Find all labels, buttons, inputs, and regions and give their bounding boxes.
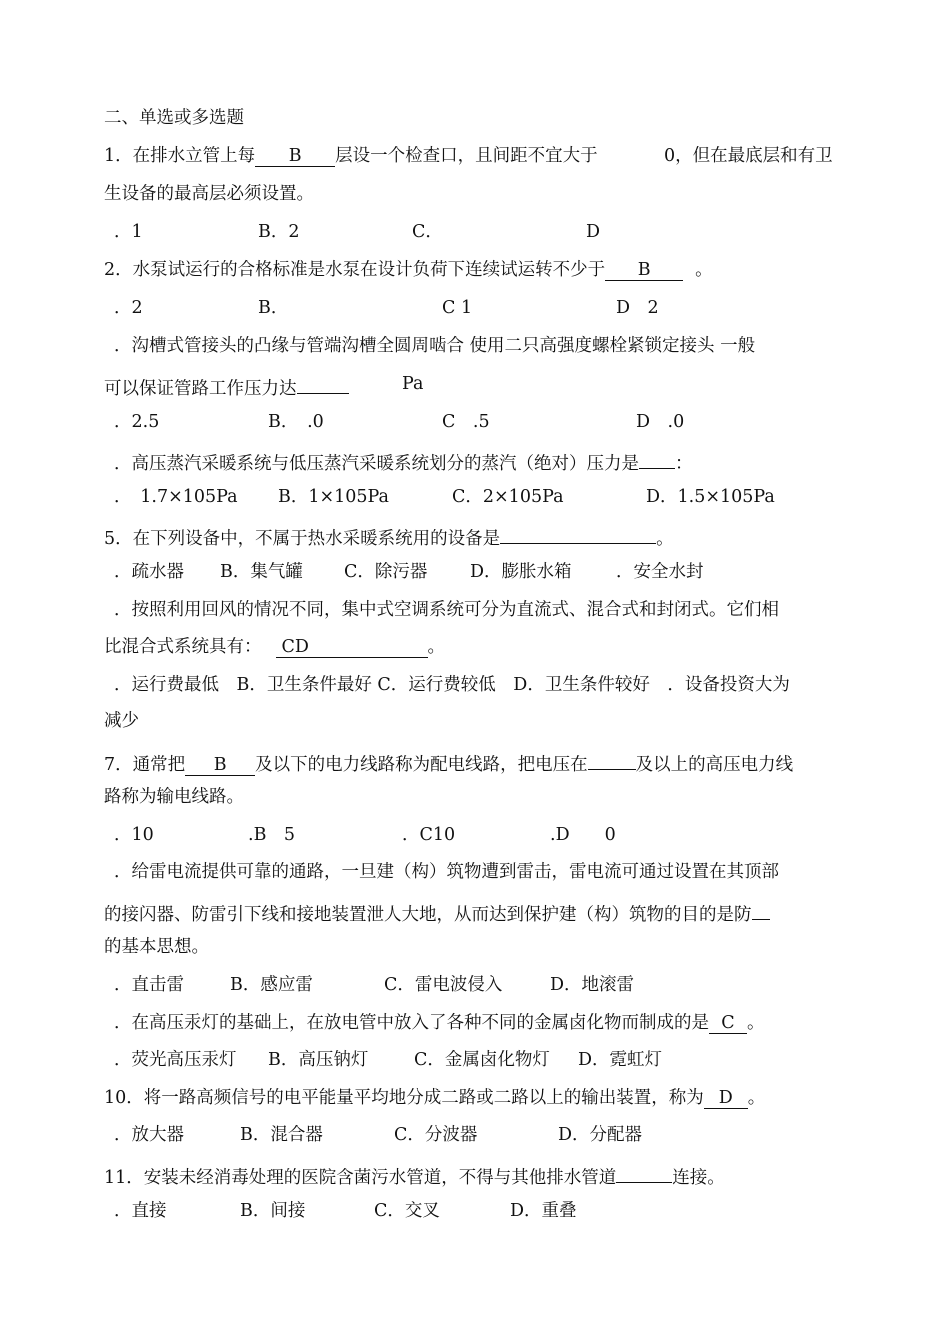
answer-blank — [752, 899, 770, 920]
answer-blank-2 — [588, 749, 636, 770]
option-d: .D 0 — [550, 825, 616, 845]
option-a: ． 1.7×105Pa — [114, 487, 238, 507]
option-c: C .5 — [442, 412, 490, 432]
option-c: C． — [412, 222, 443, 242]
answer-blank: C — [709, 1013, 747, 1034]
option-a: ．荧光高压汞灯 — [114, 1050, 237, 1070]
option-c: C．金属卤化物灯 — [414, 1050, 550, 1070]
option-e: ．安全水封 — [616, 562, 704, 582]
option-a: ．2.5 — [114, 412, 160, 432]
option-d: D．膨胀水箱 — [470, 562, 572, 582]
unit-text: Pa — [402, 374, 424, 394]
option-c: C．雷电波侵入 — [384, 975, 503, 995]
answer-blank: D — [704, 1088, 748, 1109]
option-a: ．疏水器 — [114, 562, 184, 582]
question-text: ．在高压汞灯的基础上，在放电管中放入了各种不同的金属卤化物而制成的是 C 。 — [114, 1013, 765, 1033]
section-title-text: 二、单选或多选题 — [104, 108, 244, 128]
question-text: 10．将一路高频信号的电平能量平均地分成二路或二路以上的输出装置，称为 D 。 — [104, 1088, 766, 1108]
options-text: 减少 — [104, 711, 139, 731]
option-d: D — [586, 222, 601, 242]
option-b: B． — [258, 298, 289, 318]
question-text: 的接闪器、防雷引下线和接地装置泄人大地，从而达到保护建（构）筑物的目的是防 — [104, 899, 770, 926]
option-a: ．直接 — [114, 1201, 167, 1221]
answer-blank: CD — [276, 637, 428, 658]
option-c: C．2×105Pa — [452, 487, 564, 507]
option-b: B．混合器 — [240, 1125, 323, 1145]
answer-blank — [297, 373, 349, 394]
question-text-tail: 0，但在最底层和有卫 — [664, 146, 833, 166]
question-text: 路称为输电线路。 — [104, 787, 244, 807]
option-b: B．间接 — [240, 1201, 306, 1221]
option-a: ．放大器 — [114, 1125, 184, 1145]
option-d: D．霓虹灯 — [578, 1050, 663, 1070]
question-text: 2．水泵试运行的合格标准是水泵在设计负荷下连续试运转不少于 B 。 — [104, 260, 713, 280]
option-b: B．感应雷 — [230, 975, 313, 995]
option-c: ．C10 — [402, 825, 456, 845]
option-b: B．集气罐 — [220, 562, 303, 582]
question-text: 5．在下列设备中，不属于热水采暖系统用的设备是 。 — [104, 523, 674, 550]
answer-blank — [639, 448, 675, 469]
question-text: 比混合式系统具有： CD 。 — [104, 637, 445, 657]
question-text: 1．在排水立管上每 B 层设一个检查口，且间距不宜大于 — [104, 146, 598, 166]
question-text: ．按照利用回风的情况不同，集中式空调系统可分为直流式、混合式和封闭式。它们相 — [114, 600, 779, 620]
option-c: C．除污器 — [344, 562, 428, 582]
option-d: D．分配器 — [558, 1125, 643, 1145]
option-c: C 1 — [442, 298, 473, 318]
question-text: 7．通常把 B 及以下的电力线路称为配电线路，把电压在 及以上的高压电力线 — [104, 749, 793, 776]
answer-blank: B — [605, 260, 683, 281]
answer-blank-1: B — [185, 755, 255, 776]
question-text: 可以保证管路工作压力达 — [104, 373, 349, 400]
option-b: B．高压钠灯 — [268, 1050, 369, 1070]
option-d: D．1.5×105Pa — [646, 487, 775, 507]
question-text: ．高压蒸汽采暖系统与低压蒸汽采暖系统划分的蒸汽（绝对）压力是 ： — [114, 448, 693, 475]
option-b: B．2 — [258, 222, 300, 242]
answer-blank: B — [255, 146, 335, 167]
option-c: C．分波器 — [394, 1125, 478, 1145]
question-text: ．给雷电流提供可靠的通路，一旦建（构）筑物遭到雷击，雷电流可通过设置在其顶部 — [114, 862, 779, 882]
option-b: .B 5 — [248, 825, 296, 845]
option-a: ．1 — [114, 222, 143, 242]
question-text: ．沟槽式管接头的凸缘与管端沟槽全圆周啮合 使用二只高强度螺栓紧锁定接头 一般 — [114, 336, 756, 356]
answer-blank — [500, 523, 656, 544]
question-text: 生设备的最高层必须设置。 — [104, 184, 314, 204]
option-d: D．地滚雷 — [550, 975, 635, 995]
option-d: D .0 — [636, 412, 685, 432]
option-a: ．2 — [114, 298, 143, 318]
option-d: D．重叠 — [510, 1201, 577, 1221]
question-text: 11．安装未经消毒处理的医院含菌污水管道，不得与其他排水管道 连接。 — [104, 1162, 725, 1189]
option-b: B． .0 — [268, 412, 324, 432]
option-a: ．10 — [114, 825, 154, 845]
option-c: C．交叉 — [374, 1201, 440, 1221]
question-text: 的基本思想。 — [104, 937, 209, 957]
option-b: B．1×105Pa — [278, 487, 389, 507]
option-a: ．直击雷 — [114, 975, 184, 995]
answer-blank — [616, 1162, 672, 1183]
option-d: D 2 — [616, 298, 659, 318]
options-text: ．运行费最低 B．卫生条件最好 C．运行费较低 D．卫生条件较好 ．设备投资大为 — [114, 675, 790, 695]
